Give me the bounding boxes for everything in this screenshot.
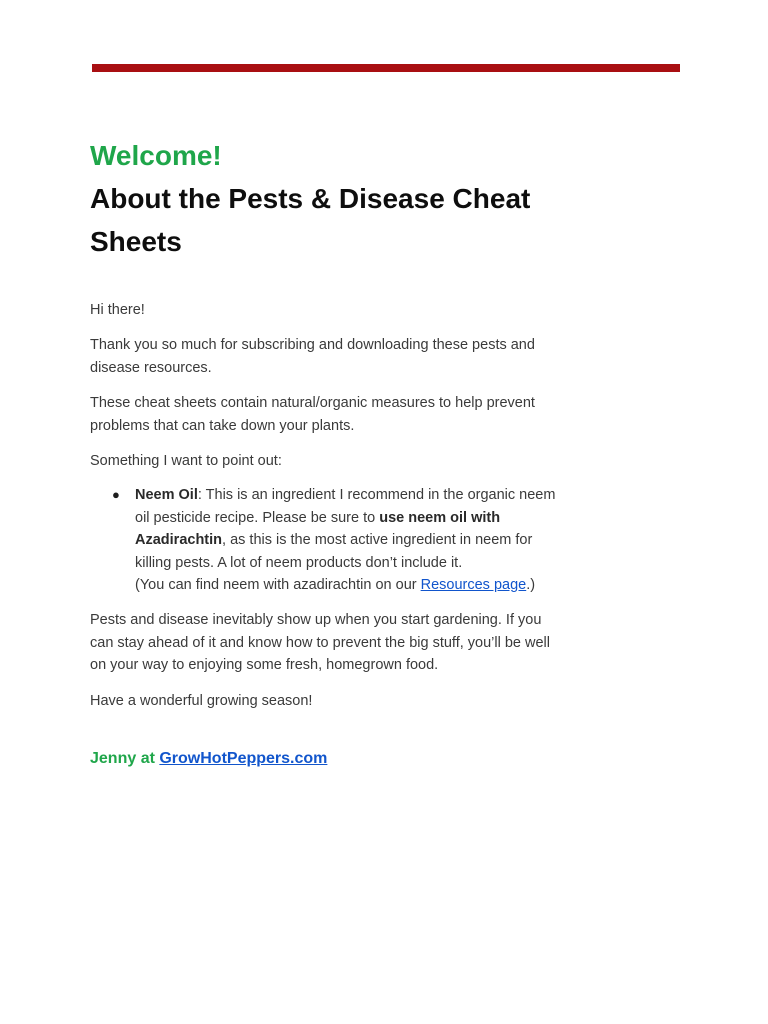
neem-oil-text: : This is an ingredient I recommend in the organic neem oil pesticide recipe. Please be sure to: [135, 487, 556, 526]
resources-page-link[interactable]: Resources page: [420, 577, 527, 594]
neem-oil-text-continued: , as this is the most active ingredient in neem for killing pests. A lot of neem products don’t include it.: [135, 532, 533, 571]
closing-paragraph: Have a wonderful growing season!: [90, 692, 313, 709]
bullet-list: [90, 484, 560, 596]
neem-oil-bullet: [90, 484, 560, 596]
thank-you-paragraph: Thank you so much for subscribing and downloading these pests and disease resources.: [90, 337, 535, 376]
pests-disease-paragraph: Pests and disease inevitably show up when you start gardening. If you can stay ahead of it and know how to prevent the big stuff, you’ll be well on your way to enjoying some fresh, homegrown food.: [90, 612, 550, 674]
azadirachtin-emphasis: use neem oil with Azadirachtin: [135, 509, 501, 549]
greeting-text: Hi there!: [90, 302, 145, 318]
signature: [90, 747, 560, 771]
signature-name: Jenny at: [90, 750, 160, 768]
header-rule: [92, 64, 680, 72]
point-out-paragraph: Something I want to point out:: [90, 453, 282, 470]
welcome-heading: Welcome!: [90, 140, 222, 171]
growhotpeppers-link[interactable]: GrowHotPeppers.com: [159, 750, 328, 768]
cheat-sheets-paragraph: These cheat sheets contain natural/organic measures to help prevent problems that can take down your plants.: [90, 395, 535, 434]
resources-note-suffix: .): [526, 577, 536, 594]
page-title: About the Pests & Disease Cheat Sheets: [90, 183, 531, 257]
bullet-marker: ●: [112, 487, 120, 503]
document-body: [90, 137, 560, 771]
resources-note-prefix: (You can find neem with azadirachtin on our: [135, 577, 421, 594]
neem-oil-term: Neem Oil: [135, 487, 198, 504]
